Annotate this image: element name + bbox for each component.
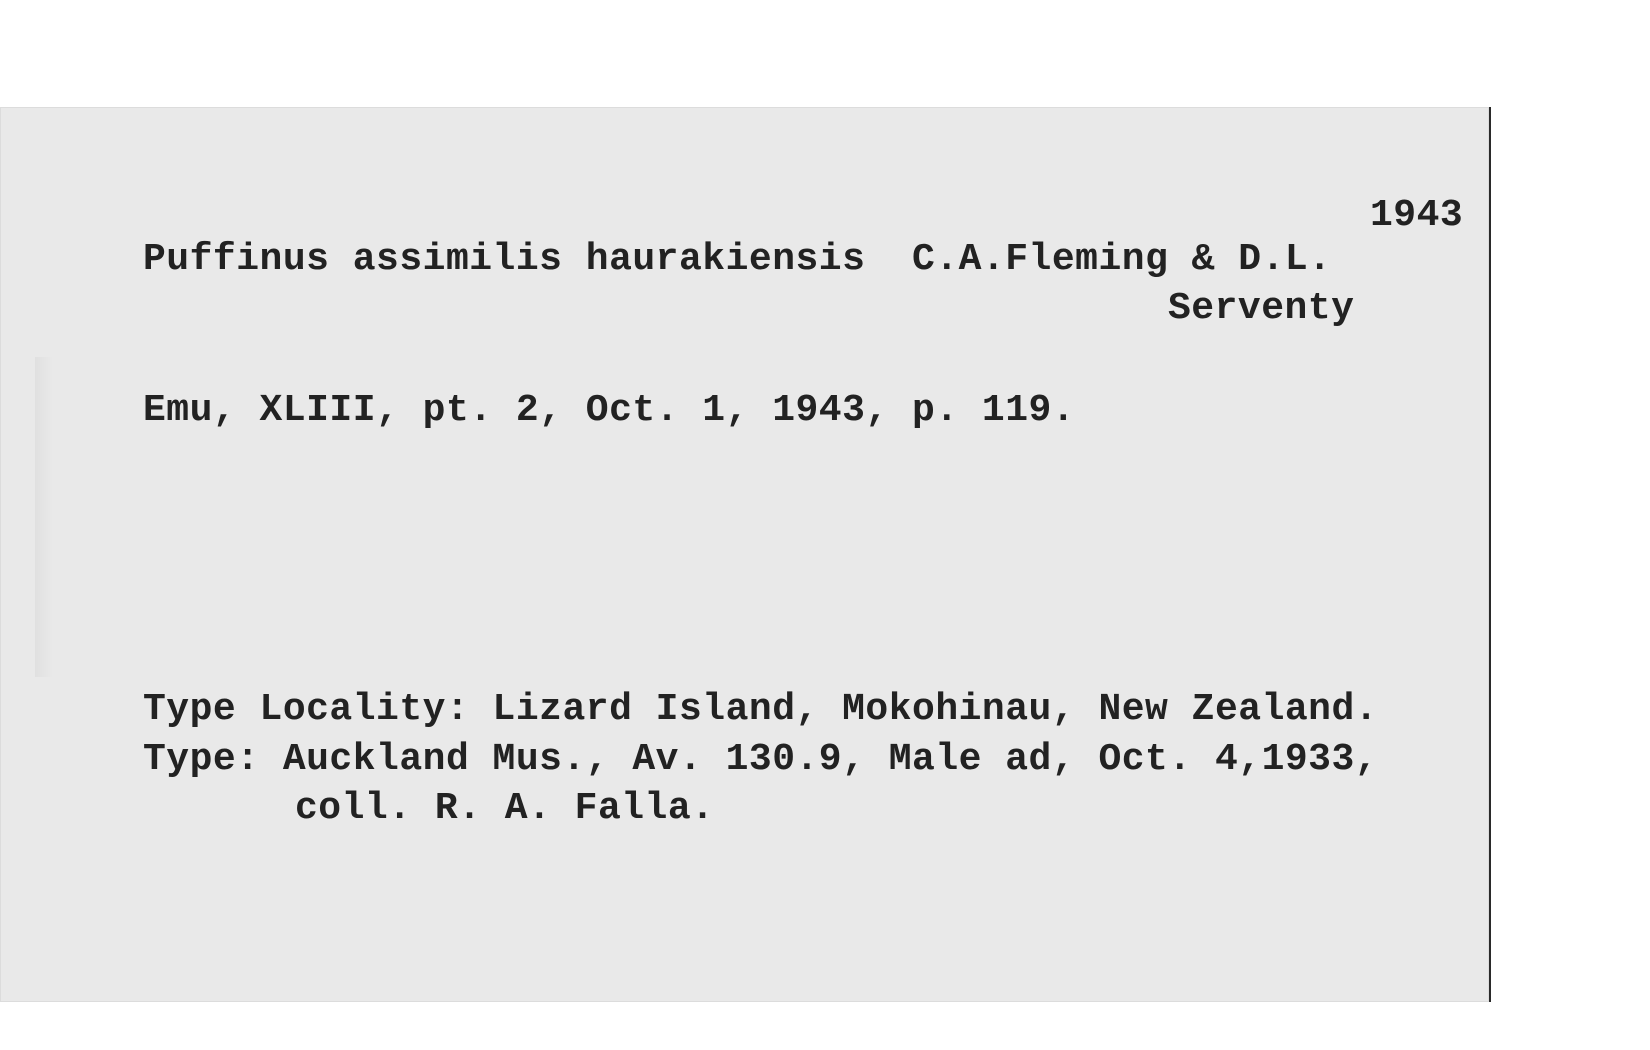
citation-line: Emu, XLIII, pt. 2, Oct. 1, 1943, p. 119. <box>143 389 1076 432</box>
collector-line: coll. R. A. Falla. <box>295 787 715 830</box>
authors-line-1: C.A.Fleming & D.L. <box>912 238 1332 281</box>
name-author-gap <box>865 238 912 281</box>
publication-year: 1943 <box>1370 194 1464 237</box>
authors-line-2: Serventy <box>1168 287 1355 330</box>
card-smudge <box>35 357 53 677</box>
scientific-name: Puffinus assimilis haurakiensis <box>143 238 866 281</box>
index-card <box>0 107 1489 1002</box>
type-locality-line: Type Locality: Lizard Island, Mokohinau, New Zealand. <box>143 688 1379 731</box>
name-and-authors-line <box>143 238 1332 281</box>
type-specimen-line: Type: Auckland Mus., Av. 130.9, Male ad, Oct. 4,1933, <box>143 738 1379 781</box>
